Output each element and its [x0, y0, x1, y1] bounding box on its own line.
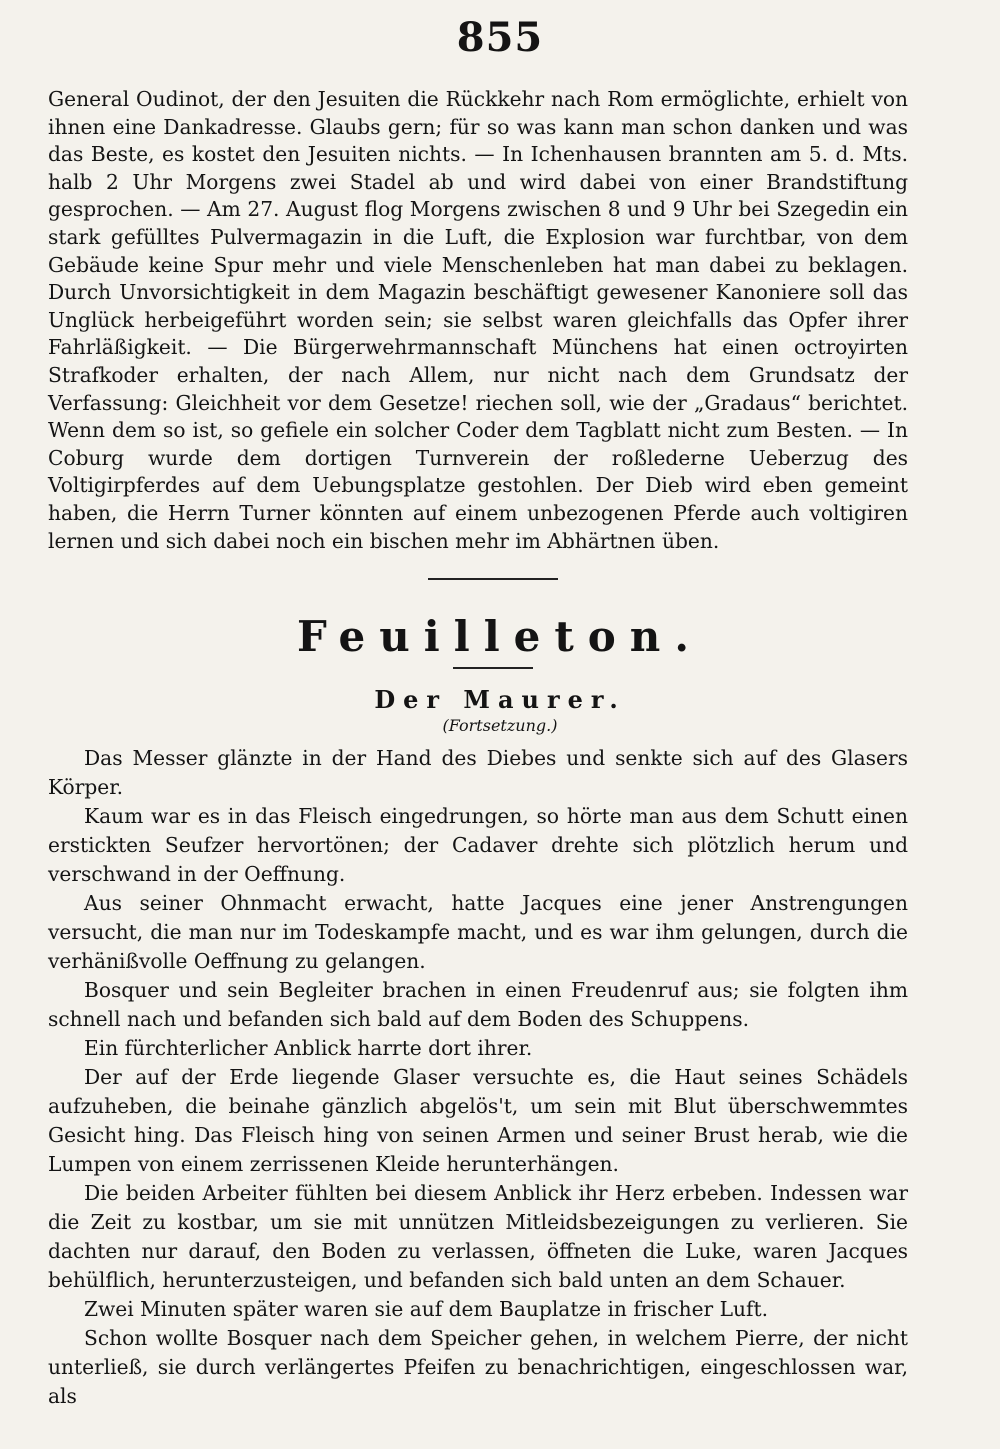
news-paragraph: General Oudinot, der den Jesuiten die Rückkehr nach Rom ermöglichte, erhielt von ihnen eine Dankadresse. Glaubs gern; für so was kann man schon danken und was das Beste, es kostet den Jesuiten nichts. — In Ichenhausen brannten am 5. d. Mts. halb 2 Uhr Morgens zwei Stadel ab und wird dabei von einer Brandstiftung gesprochen. — Am 27. August flog Morgens zwischen 8 und 9 Uhr bei Szegedin ein stark gefülltes Pulvermagazin in die Luft, die Explosion war furchtbar, von dem Gebäude keine Spur mehr und viele Menschenleben hat man dabei zu beklagen. Durch Unvorsichtigkeit in dem Magazin beschäftigt gewesener Kanoniere soll das Unglück herbeigeführt worden sein; sie selbst waren gleichfalls das Opfer ihrer Fahrläßigkeit. — Die Bürgerwehrmannschaft Münchens hat einen octroyirten Strafkoder erhalten, der nach Allem, nur nicht nach dem Grundsatz der Verfassung: Gleichheit vor dem Gesetze! riechen soll, wie der „Gradaus“ berichtet. Wenn dem so ist, so gefiele ein solcher Coder dem Tagblatt nicht zum Besten. — In Coburg wurde dem dortigen Turnverein der roßlederne Ueberzug des Voltigirpferdes auf dem Uebungsplatze gestohlen. Der Dieb wird eben gemeint haben, die Herrn Turner könnten auf einem unbezogenen Pferde auch voltigiren lernen und sich dabei noch ein bischen mehr im Abhärtnen üben.	[48, 87, 908, 553]
section-title: Feuilleton.	[297, 612, 703, 661]
story-subtitle: (Fortsetzung.)	[442, 716, 558, 735]
story-paragraph: Das Messer glänzte in der Hand des Diebes und senkte sich auf des Glasers Körper.	[48, 746, 908, 799]
title-rule	[453, 667, 533, 669]
story-paragraph: Aus seiner Ohnmacht erwacht, hatte Jacques eine jener Anstrengungen versucht, die man nur im Todeskampfe macht, und es war ihm gelungen, durch die verhänißvolle Oeffnung zu gelangen.	[48, 891, 908, 973]
story-paragraph: Die beiden Arbeiter fühlten bei diesem Anblick ihr Herz erbeben. Indessen war die Zeit zu kostbar, um sie mit unnützen Mitleidsbezeigungen zu verlieren. Sie dachten nur darauf, den Boden zu verlassen, öffneten die Luke, waren Jacques behülflich, herunterzusteigen, und befanden sich bald unten an dem Schauer.	[48, 1181, 908, 1292]
story-body	[48, 744, 908, 1411]
story-paragraph: Schon wollte Bosquer nach dem Speicher gehen, in welchem Pierre, der nicht unterließ, sie durch verlängertes Pfeifen zu benachrichtigen, eingeschlossen war, als	[48, 1326, 908, 1408]
section-divider	[428, 578, 558, 580]
story-paragraph: Bosquer und sein Begleiter brachen in einen Freudenruf aus; sie folgten ihm schnell nach und befanden sich bald auf dem Boden des Schuppens.	[48, 978, 908, 1031]
story-paragraph: Der auf der Erde liegende Glaser versuchte es, die Haut seines Schädels aufzuheben, die beinahe gänzlich abgelös't, um sein mit Blut überschwemmtes Gesicht hing. Das Fleisch hing von seinen Armen und seiner Brust herab, wie die Lumpen von einem zerrissenen Kleide herunterhängen.	[48, 1065, 908, 1176]
story-paragraph: Ein fürchterlicher Anblick harrte dort ihrer.	[84, 1036, 533, 1060]
story-paragraph: Kaum war es in das Fleisch eingedrungen, so hörte man aus dem Schutt einen erstickten Seufzer hervortönen; der Cadaver drehte sich plötzlich herum und verschwand in der Oeffnung.	[48, 804, 908, 886]
story-paragraph: Zwei Minuten später waren sie auf dem Bauplatze in frischer Luft.	[84, 1297, 768, 1321]
page-number: 855	[456, 14, 544, 61]
story-title: Der Maurer.	[374, 685, 626, 714]
news-column	[48, 86, 908, 555]
